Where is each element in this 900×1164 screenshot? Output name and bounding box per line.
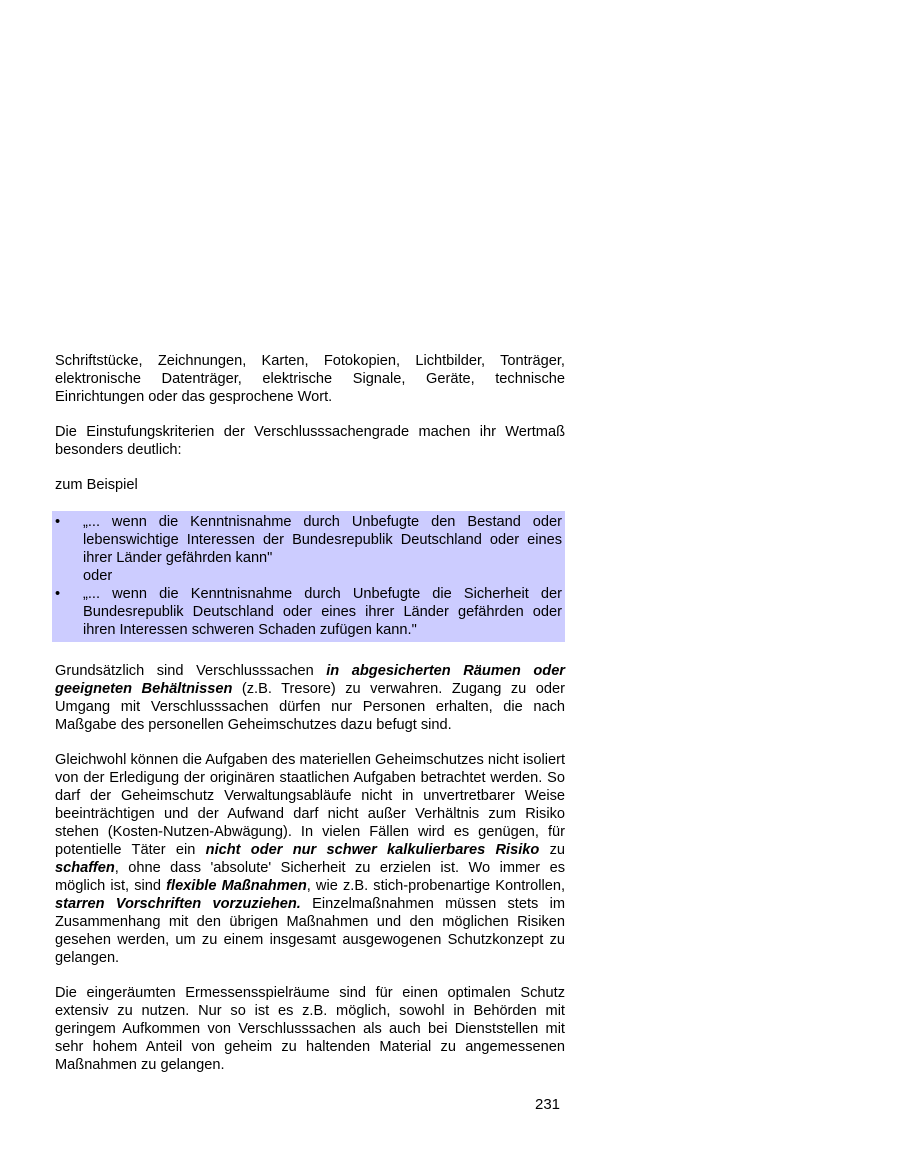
paragraph-classification-criteria: Die Einstufungskriterien der Verschlusssachengrade machen ihr Wertmaß besonders deutlich: (55, 424, 565, 458)
quote-text: „... wenn die Kenntnisnahme durch Unbefugte den Bestand oder lebenswichtige Interessen der Bundesrepublik Deutschland oder eines ihrer Länder gefährden kann" (83, 514, 562, 566)
emphasis: flexible Maßnahmen (166, 878, 307, 894)
paragraph-example-intro: zum Beispiel (55, 477, 138, 493)
paragraph-discretion: Die eingeräumten Ermessensspielräume sind für einen optimalen Schutz extensiv zu nutzen. Nur so ist es z.B. möglich, sowohl in Behörden mit geringem Aufkommen von Verschlusssachen als auch bei Dienststellen mit sehr hohem Anteil von geheim zu haltenden Material zu angemessenen Maßnahmen zu gelangen. (55, 985, 565, 1073)
page-number: 231 (535, 1096, 561, 1113)
bullet-icon: • (55, 514, 61, 530)
quote-item (55, 513, 562, 567)
emphasis: schaffen (55, 860, 115, 876)
emphasis: in abgesicherten Räumen oder geeigneten Behältnissen (55, 663, 565, 697)
quote-item (55, 585, 562, 639)
emphasis: starren Vorschriften vorzuziehen. (55, 896, 301, 912)
paragraph-proportionality: Gleichwohl können die Aufgaben des materiellen Geheimschutzes nicht isoliert von der Erledigung der originären staatlichen Aufgaben betrachtet werden. So darf der Geheimschutz Verwaltungsabläufe nicht in unvertretbarer Weise beeinträchtigen und der Aufwand darf nicht außer Verhältnis zum Risiko stehen (Kosten-Nutzen-Abwägung). In vielen Fällen wird es genügen, für potentielle Täter ein nicht oder nur schwer kalkulierbares Risiko zu schaffen, ohne dass 'absolute' Sicherheit zu erzielen ist. Wo immer es möglich ist, sind flexible Maßnahmen, wie z.B. stich-probenartige Kontrollen, starren Vorschriften vorzuziehen. Einzelmaßnahmen müssen stets im Zusammenhang mit den übrigen Maßnahmen und den möglichen Risiken gesehen werden, um zu einem insgesamt ausgewogenen Schutzkonzept zu gelangen. (55, 752, 566, 966)
highlighted-quote-list (52, 511, 565, 642)
paragraph-object-list: Schriftstücke, Zeichnungen, Karten, Fotokopien, Lichtbilder, Tonträger, elektronische Datenträger, elektrische Signale, Geräte, technische Einrichtungen oder das gesprochene Wort. (55, 353, 565, 405)
quote-connector: oder (83, 568, 113, 584)
paragraph-storage: Grundsätzlich sind Verschlusssachen in abgesicherten Räumen oder geeigneten Behältnissen (z.B. Tresore) zu verwahren. Zugang zu oder Umgang mit Verschlusssachen dürfen nur Personen erhalten, die nach Maßgabe des personellen Geheimschutzes dazu befugt sind. (55, 663, 565, 733)
emphasis: nicht oder nur schwer kalkulierbares Risiko (205, 842, 540, 858)
quote-text: „... wenn die Kenntnisnahme durch Unbefugte die Sicherheit der Bundesrepublik Deutschland oder eines ihrer Länder gefährden oder ihren Interessen schweren Schaden zufügen kann." (83, 586, 562, 638)
document-body (55, 352, 565, 1091)
bullet-icon: • (55, 586, 61, 602)
